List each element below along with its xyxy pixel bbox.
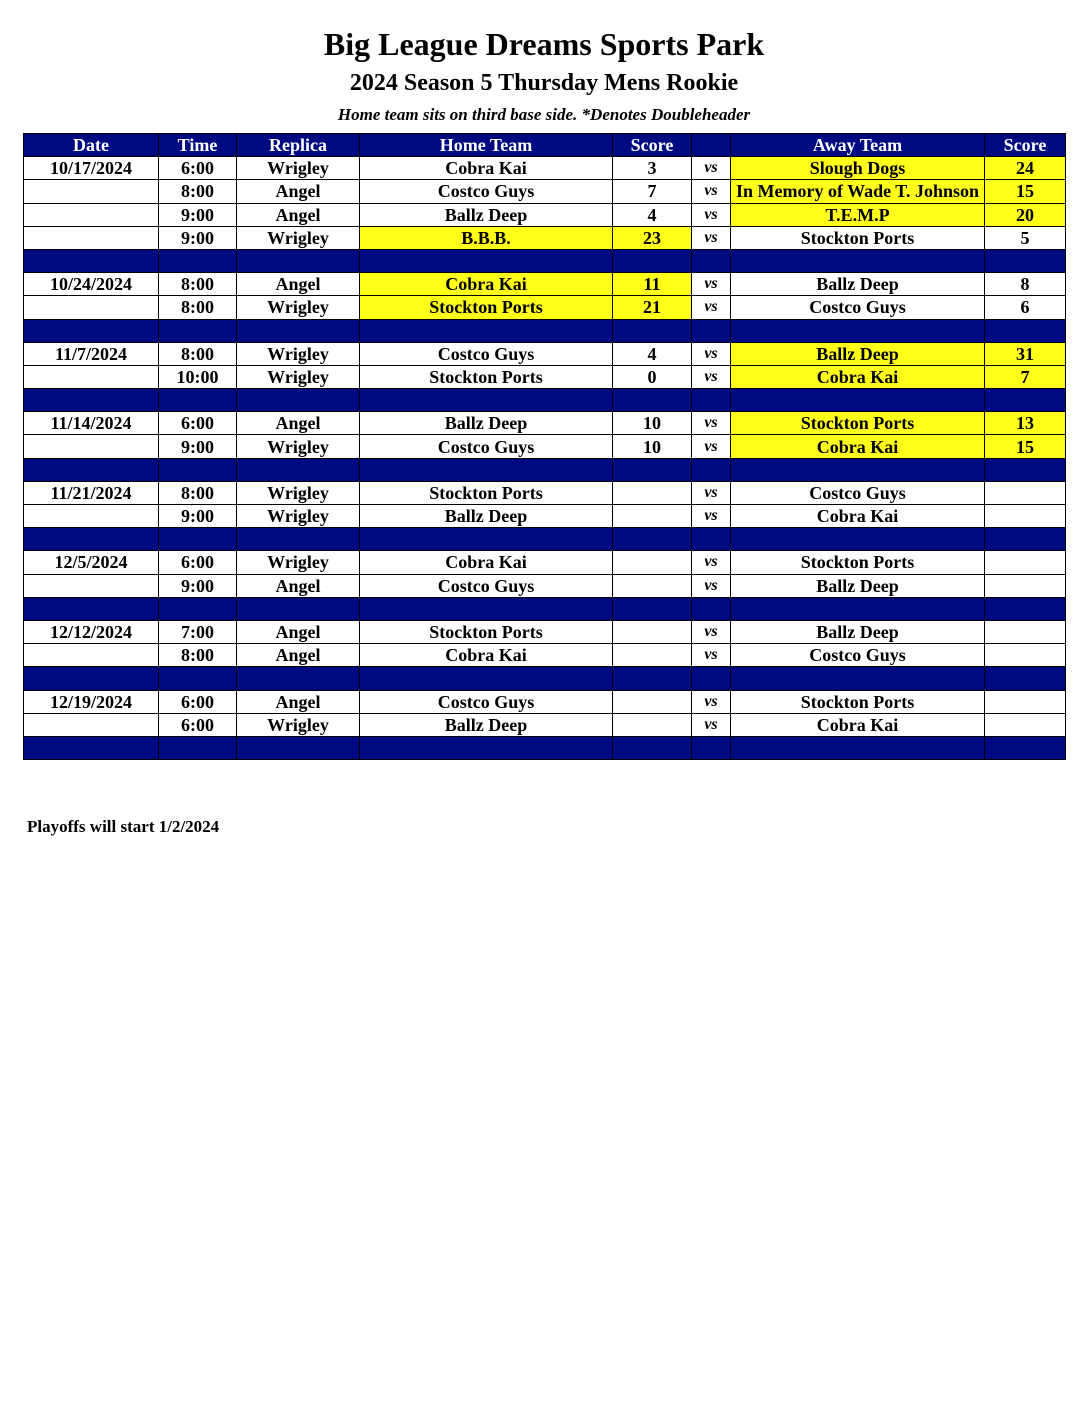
away-team-cell: Stockton Ports bbox=[731, 551, 985, 574]
away-team-cell: Stockton Ports bbox=[731, 226, 985, 249]
separator-cell bbox=[237, 736, 360, 759]
separator-cell bbox=[237, 319, 360, 342]
date-cell bbox=[24, 713, 159, 736]
separator-cell bbox=[613, 597, 692, 620]
home-team-cell: Cobra Kai bbox=[360, 157, 613, 180]
separator-cell bbox=[360, 597, 613, 620]
vs-cell: vs bbox=[692, 644, 731, 667]
separator-cell bbox=[360, 667, 613, 690]
schedule-table bbox=[23, 133, 1066, 760]
col-header-home-team: Home Team bbox=[360, 134, 613, 157]
playoffs-note: Playoffs will start 1/2/2024 bbox=[27, 817, 220, 836]
separator-row bbox=[24, 458, 1066, 481]
separator-cell bbox=[731, 249, 985, 272]
table-row bbox=[24, 620, 1066, 643]
vs-cell: vs bbox=[692, 435, 731, 458]
home-score-cell bbox=[613, 551, 692, 574]
separator-cell bbox=[159, 736, 237, 759]
separator-cell bbox=[24, 389, 159, 412]
time-cell: 6:00 bbox=[159, 551, 237, 574]
replica-cell: Angel bbox=[237, 273, 360, 296]
home-score-cell: 21 bbox=[613, 296, 692, 319]
home-team-cell: Stockton Ports bbox=[360, 620, 613, 643]
away-score-cell bbox=[985, 690, 1066, 713]
separator-cell bbox=[692, 528, 731, 551]
replica-cell: Wrigley bbox=[237, 481, 360, 504]
separator-cell bbox=[613, 249, 692, 272]
home-team-cell: Cobra Kai bbox=[360, 273, 613, 296]
time-cell: 7:00 bbox=[159, 620, 237, 643]
date-cell bbox=[24, 296, 159, 319]
replica-cell: Wrigley bbox=[237, 157, 360, 180]
time-cell: 8:00 bbox=[159, 644, 237, 667]
separator-cell bbox=[692, 249, 731, 272]
home-score-cell: 10 bbox=[613, 435, 692, 458]
home-score-cell bbox=[613, 574, 692, 597]
separator-cell bbox=[731, 389, 985, 412]
date-cell: 12/12/2024 bbox=[24, 620, 159, 643]
away-team-cell: Costco Guys bbox=[731, 644, 985, 667]
separator-cell bbox=[985, 458, 1066, 481]
away-score-cell: 15 bbox=[985, 435, 1066, 458]
away-score-cell bbox=[985, 551, 1066, 574]
separator-cell bbox=[613, 667, 692, 690]
table-row bbox=[24, 180, 1066, 203]
separator-cell bbox=[24, 249, 159, 272]
separator-cell bbox=[24, 597, 159, 620]
home-score-cell bbox=[613, 690, 692, 713]
date-cell: 10/17/2024 bbox=[24, 157, 159, 180]
header-row bbox=[24, 134, 1066, 157]
home-team-cell: Stockton Ports bbox=[360, 296, 613, 319]
time-cell: 9:00 bbox=[159, 505, 237, 528]
vs-cell: vs bbox=[692, 226, 731, 249]
away-team-cell: Ballz Deep bbox=[731, 574, 985, 597]
home-score-cell: 10 bbox=[613, 412, 692, 435]
date-cell bbox=[24, 226, 159, 249]
replica-cell: Angel bbox=[237, 644, 360, 667]
vs-cell: vs bbox=[692, 273, 731, 296]
away-score-cell: 15 bbox=[985, 180, 1066, 203]
col-header-away-score: Score bbox=[985, 134, 1066, 157]
home-team-cell: B.B.B. bbox=[360, 226, 613, 249]
home-team-cell: Ballz Deep bbox=[360, 203, 613, 226]
separator-cell bbox=[613, 458, 692, 481]
away-team-cell: Cobra Kai bbox=[731, 505, 985, 528]
col-header-away-team: Away Team bbox=[731, 134, 985, 157]
replica-cell: Wrigley bbox=[237, 342, 360, 365]
home-score-cell bbox=[613, 620, 692, 643]
away-team-cell: Costco Guys bbox=[731, 296, 985, 319]
time-cell: 10:00 bbox=[159, 365, 237, 388]
home-score-cell: 4 bbox=[613, 342, 692, 365]
separator-cell bbox=[985, 528, 1066, 551]
separator-cell bbox=[692, 667, 731, 690]
time-cell: 8:00 bbox=[159, 342, 237, 365]
table-row bbox=[24, 342, 1066, 365]
separator-cell bbox=[731, 667, 985, 690]
home-score-cell: 7 bbox=[613, 180, 692, 203]
replica-cell: Wrigley bbox=[237, 226, 360, 249]
date-cell bbox=[24, 203, 159, 226]
separator-cell bbox=[985, 597, 1066, 620]
replica-cell: Wrigley bbox=[237, 551, 360, 574]
away-score-cell: 24 bbox=[985, 157, 1066, 180]
separator-cell bbox=[985, 736, 1066, 759]
home-team-cell: Costco Guys bbox=[360, 690, 613, 713]
table-row bbox=[24, 157, 1066, 180]
separator-cell bbox=[731, 319, 985, 342]
separator-row bbox=[24, 528, 1066, 551]
schedule-note: Home team sits on third base side. *Denotes Doubleheader bbox=[337, 105, 751, 124]
away-score-cell: 20 bbox=[985, 203, 1066, 226]
separator-cell bbox=[159, 528, 237, 551]
home-score-cell: 0 bbox=[613, 365, 692, 388]
date-cell bbox=[24, 180, 159, 203]
col-header-time: Time bbox=[159, 134, 237, 157]
time-cell: 8:00 bbox=[159, 273, 237, 296]
separator-cell bbox=[159, 319, 237, 342]
table-row bbox=[24, 481, 1066, 504]
home-team-cell: Stockton Ports bbox=[360, 365, 613, 388]
time-cell: 6:00 bbox=[159, 157, 237, 180]
vs-cell: vs bbox=[692, 342, 731, 365]
schedule-body bbox=[24, 157, 1066, 760]
table-row bbox=[24, 551, 1066, 574]
table-row bbox=[24, 713, 1066, 736]
time-cell: 9:00 bbox=[159, 574, 237, 597]
separator-cell bbox=[24, 736, 159, 759]
separator-cell bbox=[692, 458, 731, 481]
col-header-date: Date bbox=[24, 134, 159, 157]
home-team-cell: Costco Guys bbox=[360, 574, 613, 597]
vs-cell: vs bbox=[692, 481, 731, 504]
replica-cell: Wrigley bbox=[237, 365, 360, 388]
page-subtitle: 2024 Season 5 Thursday Mens Rookie bbox=[349, 70, 739, 96]
vs-cell: vs bbox=[692, 574, 731, 597]
time-cell: 9:00 bbox=[159, 435, 237, 458]
table-row bbox=[24, 203, 1066, 226]
table-row bbox=[24, 574, 1066, 597]
separator-cell bbox=[237, 597, 360, 620]
away-score-cell bbox=[985, 620, 1066, 643]
table-row bbox=[24, 644, 1066, 667]
away-score-cell: 13 bbox=[985, 412, 1066, 435]
separator-cell bbox=[237, 528, 360, 551]
vs-cell: vs bbox=[692, 180, 731, 203]
home-team-cell: Ballz Deep bbox=[360, 505, 613, 528]
col-header-home-score: Score bbox=[613, 134, 692, 157]
separator-cell bbox=[24, 528, 159, 551]
separator-cell bbox=[692, 389, 731, 412]
separator-cell bbox=[360, 319, 613, 342]
home-score-cell: 11 bbox=[613, 273, 692, 296]
time-cell: 9:00 bbox=[159, 203, 237, 226]
away-team-cell: T.E.M.P bbox=[731, 203, 985, 226]
separator-row bbox=[24, 597, 1066, 620]
away-score-cell: 31 bbox=[985, 342, 1066, 365]
table-row bbox=[24, 412, 1066, 435]
table-row bbox=[24, 690, 1066, 713]
time-cell: 6:00 bbox=[159, 713, 237, 736]
separator-cell bbox=[360, 528, 613, 551]
away-score-cell: 5 bbox=[985, 226, 1066, 249]
separator-cell bbox=[360, 249, 613, 272]
away-score-cell: 6 bbox=[985, 296, 1066, 319]
separator-cell bbox=[360, 736, 613, 759]
vs-cell: vs bbox=[692, 505, 731, 528]
date-cell bbox=[24, 365, 159, 388]
date-cell bbox=[24, 435, 159, 458]
separator-cell bbox=[159, 458, 237, 481]
away-score-cell bbox=[985, 505, 1066, 528]
separator-cell bbox=[731, 597, 985, 620]
vs-cell: vs bbox=[692, 713, 731, 736]
separator-cell bbox=[613, 389, 692, 412]
replica-cell: Angel bbox=[237, 620, 360, 643]
separator-cell bbox=[237, 667, 360, 690]
page-title: Big League Dreams Sports Park bbox=[323, 26, 765, 62]
separator-cell bbox=[237, 389, 360, 412]
table-row bbox=[24, 435, 1066, 458]
away-score-cell bbox=[985, 481, 1066, 504]
table-row bbox=[24, 505, 1066, 528]
vs-cell: vs bbox=[692, 620, 731, 643]
date-cell: 12/19/2024 bbox=[24, 690, 159, 713]
replica-cell: Wrigley bbox=[237, 296, 360, 319]
away-team-cell: Cobra Kai bbox=[731, 435, 985, 458]
away-team-cell: In Memory of Wade T. Johnson bbox=[731, 180, 985, 203]
replica-cell: Wrigley bbox=[237, 713, 360, 736]
vs-cell: vs bbox=[692, 296, 731, 319]
replica-cell: Wrigley bbox=[237, 505, 360, 528]
home-team-cell: Cobra Kai bbox=[360, 644, 613, 667]
separator-cell bbox=[159, 389, 237, 412]
home-score-cell bbox=[613, 481, 692, 504]
time-cell: 9:00 bbox=[159, 226, 237, 249]
vs-cell: vs bbox=[692, 690, 731, 713]
time-cell: 8:00 bbox=[159, 180, 237, 203]
replica-cell: Angel bbox=[237, 574, 360, 597]
away-score-cell: 7 bbox=[985, 365, 1066, 388]
away-team-cell: Slough Dogs bbox=[731, 157, 985, 180]
home-team-cell: Ballz Deep bbox=[360, 713, 613, 736]
time-cell: 8:00 bbox=[159, 296, 237, 319]
separator-cell bbox=[985, 319, 1066, 342]
home-score-cell bbox=[613, 644, 692, 667]
table-row bbox=[24, 365, 1066, 388]
time-cell: 6:00 bbox=[159, 412, 237, 435]
home-score-cell: 3 bbox=[613, 157, 692, 180]
separator-row bbox=[24, 249, 1066, 272]
home-score-cell: 4 bbox=[613, 203, 692, 226]
separator-cell bbox=[24, 458, 159, 481]
home-team-cell: Stockton Ports bbox=[360, 481, 613, 504]
replica-cell: Angel bbox=[237, 180, 360, 203]
date-cell: 11/7/2024 bbox=[24, 342, 159, 365]
separator-row bbox=[24, 319, 1066, 342]
col-header-vs bbox=[692, 134, 731, 157]
home-score-cell bbox=[613, 713, 692, 736]
away-score-cell bbox=[985, 644, 1066, 667]
separator-cell bbox=[360, 458, 613, 481]
table-row bbox=[24, 296, 1066, 319]
separator-cell bbox=[731, 528, 985, 551]
separator-cell bbox=[159, 667, 237, 690]
away-team-cell: Cobra Kai bbox=[731, 365, 985, 388]
time-cell: 6:00 bbox=[159, 690, 237, 713]
home-team-cell: Ballz Deep bbox=[360, 412, 613, 435]
replica-cell: Angel bbox=[237, 203, 360, 226]
replica-cell: Angel bbox=[237, 690, 360, 713]
replica-cell: Angel bbox=[237, 412, 360, 435]
away-team-cell: Ballz Deep bbox=[731, 342, 985, 365]
separator-cell bbox=[985, 667, 1066, 690]
away-team-cell: Costco Guys bbox=[731, 481, 985, 504]
separator-cell bbox=[985, 249, 1066, 272]
away-score-cell bbox=[985, 713, 1066, 736]
col-header-replica: Replica bbox=[237, 134, 360, 157]
vs-cell: vs bbox=[692, 551, 731, 574]
away-team-cell: Stockton Ports bbox=[731, 412, 985, 435]
separator-cell bbox=[24, 319, 159, 342]
away-score-cell bbox=[985, 574, 1066, 597]
separator-cell bbox=[692, 736, 731, 759]
away-team-cell: Ballz Deep bbox=[731, 273, 985, 296]
date-cell bbox=[24, 505, 159, 528]
separator-cell bbox=[613, 319, 692, 342]
home-team-cell: Costco Guys bbox=[360, 342, 613, 365]
date-cell: 12/5/2024 bbox=[24, 551, 159, 574]
home-team-cell: Costco Guys bbox=[360, 435, 613, 458]
replica-cell: Wrigley bbox=[237, 435, 360, 458]
vs-cell: vs bbox=[692, 412, 731, 435]
separator-cell bbox=[692, 319, 731, 342]
table-row bbox=[24, 226, 1066, 249]
separator-cell bbox=[360, 389, 613, 412]
date-cell bbox=[24, 574, 159, 597]
separator-cell bbox=[159, 597, 237, 620]
home-score-cell bbox=[613, 505, 692, 528]
separator-row bbox=[24, 667, 1066, 690]
separator-cell bbox=[985, 389, 1066, 412]
date-cell: 11/14/2024 bbox=[24, 412, 159, 435]
separator-row bbox=[24, 389, 1066, 412]
date-cell bbox=[24, 644, 159, 667]
date-cell: 10/24/2024 bbox=[24, 273, 159, 296]
vs-cell: vs bbox=[692, 203, 731, 226]
time-cell: 8:00 bbox=[159, 481, 237, 504]
separator-cell bbox=[159, 249, 237, 272]
separator-cell bbox=[613, 736, 692, 759]
separator-cell bbox=[24, 667, 159, 690]
separator-cell bbox=[237, 458, 360, 481]
away-team-cell: Stockton Ports bbox=[731, 690, 985, 713]
home-score-cell: 23 bbox=[613, 226, 692, 249]
separator-cell bbox=[731, 736, 985, 759]
separator-cell bbox=[237, 249, 360, 272]
vs-cell: vs bbox=[692, 365, 731, 388]
vs-cell: vs bbox=[692, 157, 731, 180]
home-team-cell: Costco Guys bbox=[360, 180, 613, 203]
separator-cell bbox=[692, 597, 731, 620]
table-row bbox=[24, 273, 1066, 296]
date-cell: 11/21/2024 bbox=[24, 481, 159, 504]
away-score-cell: 8 bbox=[985, 273, 1066, 296]
away-team-cell: Ballz Deep bbox=[731, 620, 985, 643]
separator-row bbox=[24, 736, 1066, 759]
separator-cell bbox=[613, 528, 692, 551]
away-team-cell: Cobra Kai bbox=[731, 713, 985, 736]
separator-cell bbox=[731, 458, 985, 481]
home-team-cell: Cobra Kai bbox=[360, 551, 613, 574]
